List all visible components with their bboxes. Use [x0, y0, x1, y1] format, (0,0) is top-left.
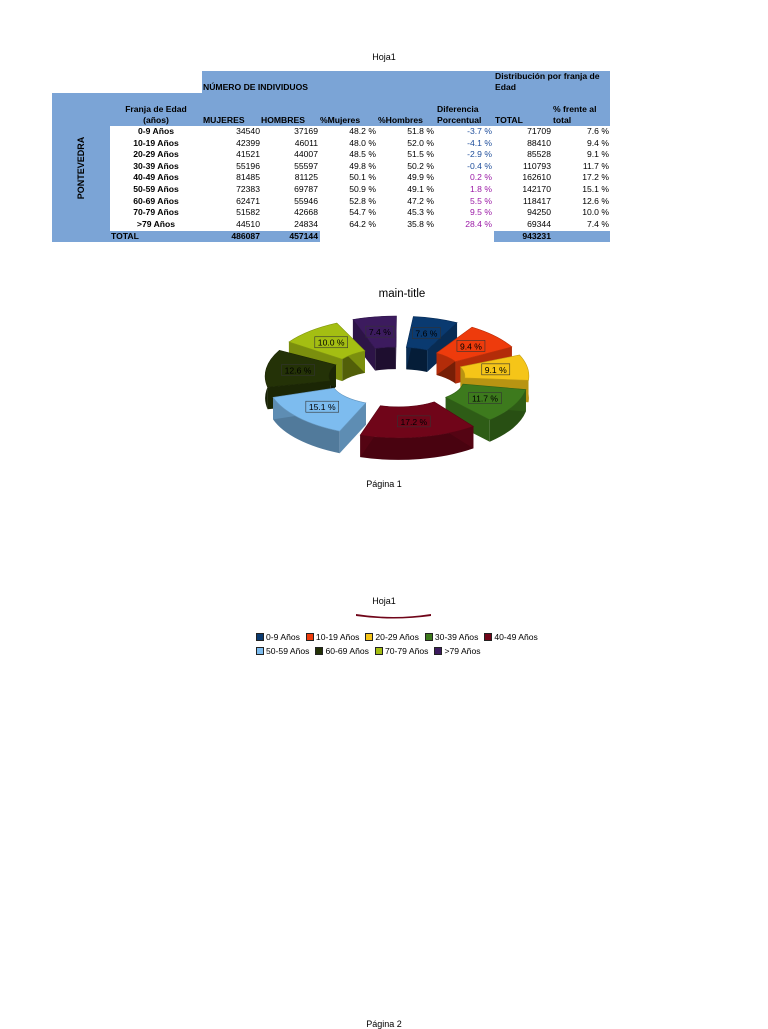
table-cell-hombres: 55597: [294, 160, 318, 171]
table-cell-ph: 47.2 %: [407, 195, 434, 206]
col-frente: % frente al total: [553, 104, 597, 125]
table-cell-dif: 9.5 %: [470, 207, 492, 218]
data-label: 7.6 %: [415, 328, 438, 339]
table-cell-age: 30-39 Años: [133, 160, 179, 171]
data-label: 12.6 %: [284, 365, 312, 376]
data-label: 15.1 %: [308, 402, 336, 413]
table-cell-total: 110793: [522, 160, 551, 171]
table-cell-total: 118417: [522, 195, 551, 206]
legend-label: 70-79 Años: [384, 646, 429, 656]
legend-label: 40-49 Años: [494, 632, 538, 642]
legend-swatch: [256, 647, 264, 655]
table-cell-age: 50-59 Años: [133, 184, 179, 194]
table-cell-mujeres: 72383: [236, 184, 260, 194]
table-cell-ph: 49.1 %: [407, 184, 434, 194]
legend-label: 50-59 Años: [266, 646, 310, 656]
data-label: 9.1 %: [484, 364, 507, 375]
table-cell-dif: 5.5 %: [470, 195, 492, 206]
legend-row-2: [256, 646, 481, 656]
table-cell-pct: 7.6 %: [587, 126, 609, 136]
total-label: TOTAL: [111, 231, 139, 241]
province-label: PONTEVEDRA: [76, 136, 86, 199]
legend-swatch: [434, 647, 442, 655]
table-cell-ph: 52.0 %: [407, 137, 434, 148]
legend-item: [315, 646, 368, 656]
table-cell-mujeres: 41521: [236, 149, 260, 160]
table-cell-ph: 35.8 %: [407, 218, 434, 229]
legend-swatch: [425, 633, 433, 641]
legend-item: [375, 646, 428, 656]
table-cell-age: 0-9 Años: [138, 126, 174, 136]
sheet-title-2: Hoja1: [372, 596, 396, 606]
table-cell-pm: 48.5 %: [349, 149, 376, 160]
sheet-title: Hoja1: [372, 52, 396, 62]
data-label: 9.4 %: [459, 341, 482, 352]
table-cell-age: 60-69 Años: [133, 195, 179, 206]
legend-row-1: [256, 632, 538, 642]
col-pct-mujeres: %Mujeres: [320, 115, 361, 125]
legend-swatch: [375, 647, 383, 655]
table-cell-dif: -0.4 %: [467, 160, 492, 171]
table-cell-pm: 64.2 %: [349, 218, 376, 229]
col-diferencia: Diferencia Porcentual: [437, 104, 482, 125]
data-label: 17.2 %: [400, 416, 428, 427]
table-cell-pm: 54.7 %: [349, 207, 376, 218]
legend-label: 20-29 Años: [375, 632, 419, 642]
table-cell-pct: 10.0 %: [582, 207, 609, 218]
legend-label: 30-39 Años: [434, 632, 479, 642]
table-cell-age: >79 Años: [136, 218, 176, 229]
group-header: NÚMERO DE INDIVIDUOS: [203, 82, 309, 92]
table-cell-pct: 12.6 %: [582, 195, 609, 206]
table-cell-total: 85528: [527, 149, 551, 160]
legend-swatch: [306, 633, 314, 641]
table-cell-total: 69344: [527, 218, 551, 229]
legend-item: [306, 632, 359, 642]
legend-label: 60-69 Años: [325, 646, 369, 656]
table-cell-pct: 7.4 %: [587, 218, 609, 229]
table-cell-pct: 9.4 %: [587, 137, 609, 148]
col-pct-hombres: %Hombres: [378, 115, 423, 125]
total-hombres: 457144: [289, 231, 318, 241]
table-cell-age: 40-49 Años: [133, 172, 179, 183]
legend-item: [484, 632, 537, 642]
table-cell-pct: 15.1 %: [582, 184, 609, 194]
legend-swatch: [484, 633, 492, 641]
table-cell-mujeres: 34540: [236, 126, 260, 136]
legend-item: [365, 632, 418, 642]
legend-label: 10-19 Años: [315, 632, 360, 642]
col-total: TOTAL: [495, 115, 523, 125]
data-label: 7.4 %: [368, 327, 391, 338]
table-cell-pm: 50.1 %: [349, 172, 376, 183]
table-cell-pm: 52.8 %: [349, 195, 376, 206]
table-cell-pm: 48.0 %: [349, 137, 376, 148]
legend-item: [256, 646, 309, 656]
legend-item: [434, 646, 480, 656]
table-cell-pm: 49.8 %: [349, 160, 376, 171]
legend-swatch: [256, 633, 264, 641]
table-cell-pct: 9.1 %: [587, 149, 609, 160]
table-cell-total: 94250: [527, 207, 551, 218]
table-cell-dif: -4.1 %: [467, 137, 492, 148]
table-cell-pm: 50.9 %: [349, 184, 376, 194]
legend-swatch: [365, 633, 373, 641]
legend-item: [425, 632, 478, 642]
legend-label: >79 Años: [444, 646, 481, 656]
table-cell-total: 88410: [527, 137, 551, 148]
total-mujeres: 486087: [231, 231, 260, 241]
table-cell-mujeres: 42399: [236, 137, 260, 148]
table-cell-pct: 11.7 %: [582, 160, 609, 171]
data-label: 11.7 %: [471, 393, 499, 404]
table-cell-mujeres: 44510: [236, 218, 260, 229]
col-mujeres: MUJERES: [203, 115, 245, 125]
table-cell-ph: 51.8 %: [407, 126, 434, 136]
table-cell-hombres: 42668: [294, 207, 318, 218]
col-franja: Franja de Edad (años): [125, 104, 187, 125]
legend-label: 0-9 Años: [266, 632, 300, 642]
page-number-1: Página 1: [366, 479, 402, 489]
table-cell-hombres: 37169: [294, 126, 318, 136]
table-cell-mujeres: 81485: [236, 172, 260, 183]
data-label: 10.0 %: [317, 337, 345, 348]
total-total: 943231: [522, 231, 551, 241]
col-hombres: HOMBRES: [261, 115, 305, 125]
page-number-2: Página 2: [366, 1019, 402, 1029]
table-cell-ph: 51.5 %: [407, 149, 434, 160]
table-cell-ph: 45.3 %: [407, 207, 434, 218]
table-cell-hombres: 24834: [294, 218, 318, 229]
table-cell-age: 10-19 Años: [133, 137, 179, 148]
table-cell-age: 70-79 Años: [133, 207, 179, 218]
table-cell-hombres: 55946: [294, 195, 318, 206]
dist-header: Distribución por franja de Edad: [495, 71, 600, 92]
table-cell-hombres: 81125: [294, 172, 318, 183]
table-cell-hombres: 69787: [294, 184, 318, 194]
table-cell-dif: 1.8 %: [470, 184, 492, 194]
table-cell-ph: 49.9 %: [407, 172, 434, 183]
table-cell-dif: -3.7 %: [467, 126, 492, 136]
legend-swatch: [315, 647, 323, 655]
table-cell-dif: -2.9 %: [467, 149, 492, 160]
table-cell-total: 142170: [522, 184, 551, 194]
table-cell-mujeres: 51582: [236, 207, 260, 218]
table-cell-hombres: 44007: [294, 149, 318, 160]
table-cell-hombres: 46011: [294, 137, 318, 148]
table-cell-dif: 28.4 %: [465, 218, 492, 229]
chart-title: main-title: [378, 288, 426, 300]
table-cell-mujeres: 55196: [236, 160, 260, 171]
table-cell-dif: 0.2 %: [470, 172, 492, 183]
legend-item: [256, 632, 300, 642]
table-cell-pct: 17.2 %: [582, 172, 609, 183]
table-cell-total: 162610: [522, 172, 551, 183]
table-cell-mujeres: 62471: [236, 195, 260, 206]
table-cell-pm: 48.2 %: [349, 126, 376, 136]
table-cell-ph: 50.2 %: [407, 160, 434, 171]
table-cell-total: 71709: [527, 126, 551, 136]
table-cell-age: 20-29 Años: [133, 149, 179, 160]
